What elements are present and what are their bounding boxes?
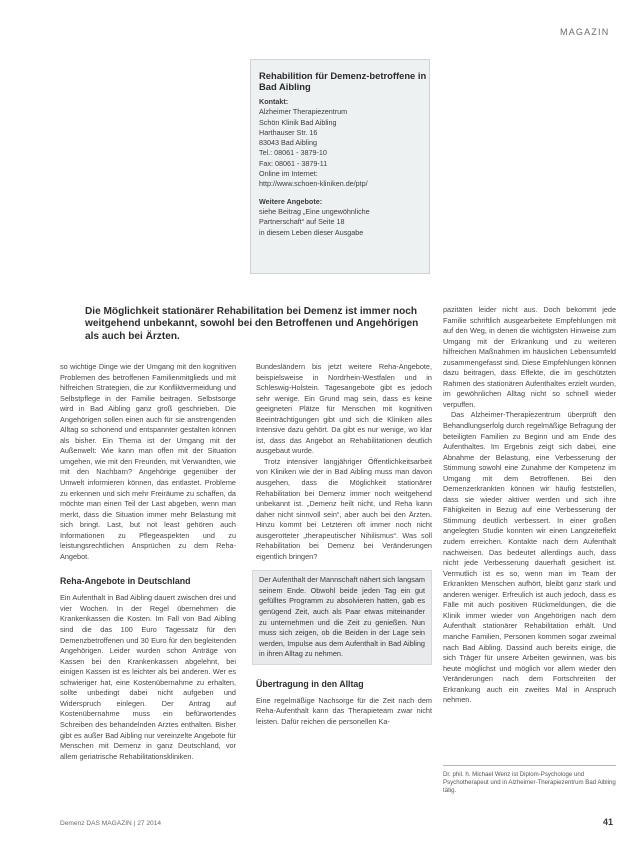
body-paragraph: so wichtige Dinge wie der Umgang mit den kognitiven Problemen des betroffenen Familienmitglieds und mit hilfreichen Strategien, die zur Konfliktvermeidung und Selbstpflege in der Familie beitragen. Selbstsorge wird in Bad Aibling ganz groß geschrieben. Die Angehörigen sollen einen auch für sie anstrengenden Alltag so schonend und entspannter gestalten können als bisher. Ein Thema ist der Umgang mit der Außenwelt: Wie kann man offen mit der Situation umgehen, wie mit den Freunden, mit Verwandten, wie mit den Nachbarn? Angehörige gegenüber der Umwelt informieren können, das entlastet. Probleme zu erkennen und sich mehr Freiräume zu schaffen, da möchte man einen Teil der Last abgeben, wenn man merkt, dass die Situation immer mehr Belastung mit sich bringt. Last, but not least gehören auch Informationen zu Pflegeaspekten und zu leistungsrechtlichen Ansprüchen zu dem Reha-Angebot. [60, 362, 236, 561]
info-box [250, 59, 430, 274]
contact-url-link[interactable]: http://www.schoen-kliniken.de/ptp/ [259, 179, 368, 189]
more-heading: Weitere Angebote: [259, 196, 323, 206]
contact-line: Online im Internet: [259, 169, 318, 179]
body-paragraph: pazitäten leider nicht aus. Doch bekommt jede Familie schriftlich ausgearbeitete Empfehlungen mit auf den Weg, in denen die wichtigsten Hinweise zum Umgang mit der Erkrankung und zu weiteren hilfreichen Maßnahmen im häuslichen Lebensumfeld zusammengefasst sind. Diese Empfehlungen können dazu beitragen, dass Effekte, die im geschützten Rahmen des stationären Aufenthaltes erzielt wurden, im gewöhnlichen Alltag nicht so schnell wieder verpuffen. [443, 305, 616, 409]
contact-line: Tel.: 08061 - 3879-10 [259, 148, 327, 158]
page-number: 41 [603, 817, 614, 827]
body-paragraph: Bundesländern bis jetzt weitere Reha-Angebote, beispielsweise in Nordrhein-Westfalen und in Schleswig-Holstein. Tagesangebote gibt es jedoch sehr wenige. Ein Grund mag sein, dass es keine geeigneten Plätze für Menschen mit kognitiven Beeinträchtigungen gibt und sich die Kliniken alles Intensive dazu gehört. Da gibt es nur wenige, wo klar ist, dass das Angebot an Rehabilitationen deutlich ausgebaut wurde. [256, 362, 432, 456]
highlight-box: Der Aufenthalt der Mannschaft nähert sich langsam seinem Ende. Obwohl beide jeden Tag ein gut gefülltes Programm zu absolvieren hatten, gab es genügend Zeit, auch als Paar etwas miteinander zu unternehmen und die Zeit zu genießen. Nun muss sich zeigen, ob die Beiden in der Lage sein werden, Impulse aus dem Aufenthalt in Bad Aibling in ihren Alltag zu nehmen. [252, 570, 432, 664]
subheading: Reha-Angebote in Deutschland [60, 576, 191, 587]
author-caption: Dr. phil. h. Michael Wenz ist Diplom-Psychologe und Psychotherapeut und in Alzheimer-Therapiezentrum Bad Aibling tätig. [443, 771, 616, 794]
body-paragraph: Eine regelmäßige Nachsorge für die Zeit nach dem Reha-Aufenthalt kann das Therapieteam zwar nicht leisten. Dafür reichen die personellen Ka- [256, 695, 432, 726]
info-box-title: Rehabilition für Demenz-betroffene in Bad Aibling [259, 70, 427, 92]
column-2 [256, 362, 432, 727]
contact-line: Alzheimer Therapiezentrum [259, 107, 348, 117]
column-1 [60, 362, 236, 762]
body-paragraph: Ein Aufenthalt in Bad Aibling dauert zwischen drei und vier Wochen. In der Regel übernehmen die Krankenkassen die Kosten. Im Fall von Bad Aibling sind die das 100 Euro Tagessatz für den Demenzbetroffenen und 30 Euro für den begleitenden Angehörigen. Leider wurden schon Anträge von Kassen bei den Krankenkassen abgelehnt, bei einigen Kassen ist es leichter als bei anderen. Wer es schwieriger hat, eine Kostenübernahme zu erhalten, sollte unbedingt dabei nicht aufgeben und Widerspruch einlegen. Der Antrag auf Kostenübernahme muss ein befürwortendes Schreiben des behandelnden Arztes enthalten. Bisher gibt es außer Bad Aibling nur vereinzelte Angebote für Menschen mit Demenz in ganz Deutschland, vor allem geriatrische Rehabilitationskliniken. [60, 593, 236, 761]
more-line: Partnerschaft“ auf Seite 18 [259, 217, 345, 227]
caption-divider [443, 765, 616, 766]
lead-paragraph: Die Möglichkeit stationärer Rehabilitation bei Demenz ist immer noch weitgehend unbekannt, sowohl bei den Betroffenen und Angehörigen als auch bei Ärzten. [85, 306, 419, 342]
contact-heading: Kontakt: [259, 97, 289, 106]
body-paragraph: Trotz intensiver langjähriger Öffentlichkeitsarbeit von Kliniken wie der in Bad Aibling muss man davon ausgehen, dass die Möglichkeit stationärer Rehabilitation bei Demenz immer noch weitgehend unbekannt ist. „Demenz heilt nicht, und Reha kann daher nicht sinnvoll sein“, aber auch bei den Ärzten. Hinzu kommt bei Letzteren oft immer noch nicht ausgerotteter „therapeutischer Nihilismus“. Was soll Rehabilitation bei Demenz bei Veränderungen eigentlich bringen? [256, 456, 432, 561]
subheading: Übertragung in den Alltag [256, 678, 364, 689]
contact-line: Schön Klinik Bad Aibling [259, 117, 337, 127]
section-label: MAGAZIN [560, 27, 610, 37]
body-paragraph: Das Alzheimer-Therapiezentrum überprüft den Behandlungserfolg durch regelmäßige Befragung der beteiligten Familien zu Beginn und am Ende des Aufenthaltes. Im Ergebnis zeigt sich dabei, eine Abnahme der Belastung, eine Verbesserung der Stimmung sowohl eine Zunahme der Kompetenz im Umgang mit dem Betroffenen. Bei den Demenzerkrankten können wir häufig feststellen, dass sie wieder aktiver werden und sich ihre Fähigkeiten in Bezug auf eine Verbesserung der Stimmung deutlich verbessert. In einer großen angelegten Studie konnten wir einen Langzeiteffekt zudem erreichen. Kontakte nach dem Aufenthalt nachweisen. Das bedeutet allerdings auch, dass nicht jede Verbesserung dauerhaft gesichert ist. Vermutlich ist es so, wenn man im Team der Erkrankten Menschen aufhört, bleibt ganz stark und anderen weniger. Erfreulich ist auch jedoch, dass es Fälle mit auch positiven Rückmeldungen, die die Klinik immer wieder von Angehörigen nach dem Aufenthalt stationärer Rehabilitation erhält. Und manche Familien, Personen kommen sogar zweimal nach Bad Aibling. Dassind auch bereits einige, die sich Träger für unsere Arbeiten gewinnen, was bis heute möglichst und möglich vor allem wieder den Veränderungen nach dem Fortschreiten der Erkrankung auch ein zweites Mal in Anspruch nehmen. [443, 410, 616, 705]
contact-line: 83043 Bad Aibling [259, 138, 317, 148]
contact-line: Harthauser Str. 16 [259, 127, 318, 137]
more-line: siehe Beitrag „Eine ungewöhnliche [259, 206, 370, 216]
contact-line: Fax: 08061 - 3879-11 [259, 158, 328, 168]
column-3 [443, 305, 616, 706]
more-line: in diesem Leben dieser Ausgabe [259, 227, 364, 237]
journal-footer: Demenz DAS MAGAZIN | 27 2014 [60, 820, 162, 827]
